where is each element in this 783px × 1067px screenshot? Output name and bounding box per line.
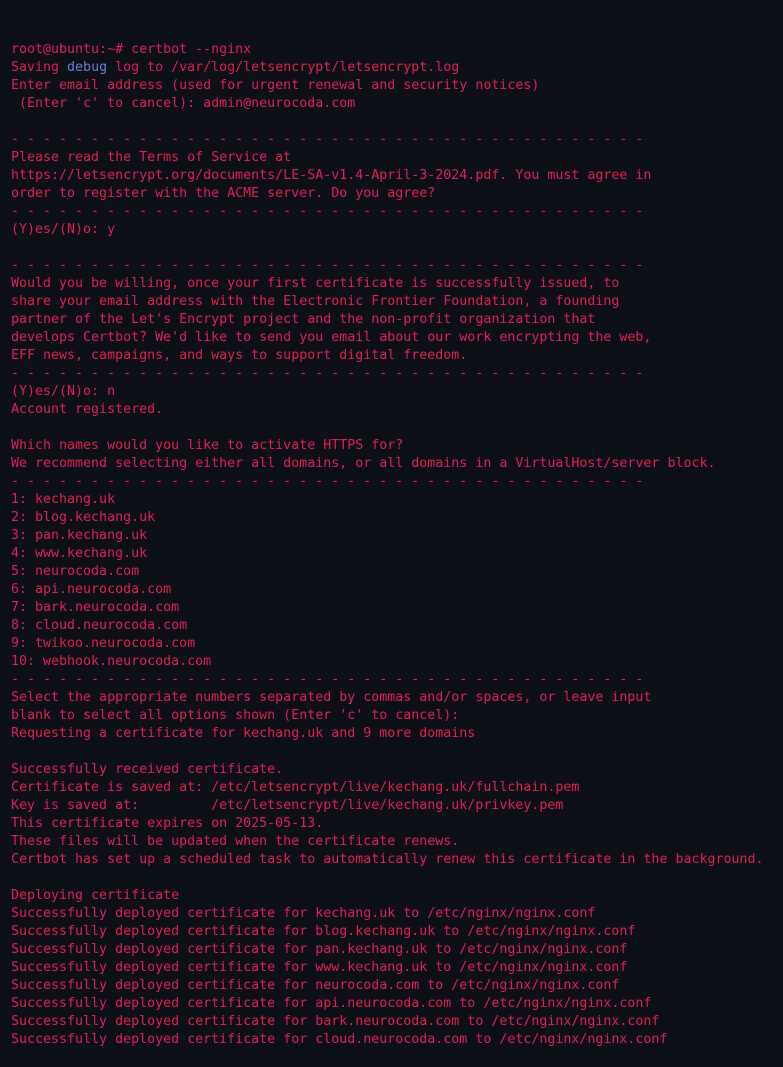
domain-option-line bbox=[11, 509, 783, 527]
blank-line bbox=[11, 239, 783, 257]
output-text: 8: cloud.neurocoda.com bbox=[11, 618, 188, 633]
output-text: Successfully deployed certificate for kechang.uk to /etc/nginx/nginx.conf bbox=[11, 906, 596, 921]
output-text: (Y)es/(N)o: y bbox=[11, 222, 116, 237]
output-text: This certificate expires on 2025-05-13. bbox=[11, 816, 324, 831]
terminal-line bbox=[11, 779, 783, 797]
blank-line bbox=[11, 419, 783, 437]
domain-option-line bbox=[11, 635, 783, 653]
output-text: Successfully deployed certificate for www.kechang.uk to /etc/nginx/nginx.conf bbox=[11, 960, 628, 975]
separator-text: - - - - - - - - - - - - - - - - - - - - - - - - - - - - - - - - - - - - - - - - bbox=[11, 366, 644, 381]
terminal-line bbox=[11, 185, 783, 203]
terminal-line bbox=[11, 167, 783, 185]
output-text: Which names would you like to activate HTTPS for? bbox=[11, 438, 404, 453]
output-text: 10: webhook.neurocoda.com bbox=[11, 654, 212, 669]
debug-highlight: debug bbox=[67, 60, 108, 75]
output-text: Successfully deployed certificate for pan.kechang.uk to /etc/nginx/nginx.conf bbox=[11, 942, 628, 957]
output-text: Successfully deployed certificate for cloud.neurocoda.com to /etc/nginx/nginx.conf bbox=[11, 1032, 668, 1047]
deploy-result-line bbox=[11, 1013, 783, 1031]
deploy-result-line bbox=[11, 905, 783, 923]
shell-prompt: root@ubuntu:~# bbox=[11, 42, 132, 57]
deploy-result-line bbox=[11, 977, 783, 995]
domain-option-line bbox=[11, 599, 783, 617]
output-text: These files will be updated when the certificate renews. bbox=[11, 834, 460, 849]
terminal-line bbox=[11, 689, 783, 707]
separator-line bbox=[11, 473, 783, 491]
output-text: 2: blog.kechang.uk bbox=[11, 510, 156, 525]
output-text: Select the appropriate numbers separated by commas and/or spaces, or leave input bbox=[11, 690, 652, 705]
output-text: 3: pan.kechang.uk bbox=[11, 528, 148, 543]
terminal-line bbox=[11, 761, 783, 779]
output-text: (Y)es/(N)o: n bbox=[11, 384, 116, 399]
email-entry-line bbox=[11, 95, 783, 113]
terminal-line bbox=[11, 887, 783, 905]
output-text: 1: kechang.uk bbox=[11, 492, 116, 507]
eff-answer-line bbox=[11, 383, 783, 401]
output-text: EFF news, campaigns, and ways to support digital freedom. bbox=[11, 348, 468, 363]
output-text: Successfully deployed certificate for blog.kechang.uk to /etc/nginx/nginx.conf bbox=[11, 924, 636, 939]
terminal-line bbox=[11, 401, 783, 419]
output-text: (Enter 'c' to cancel): admin@neurocoda.com bbox=[11, 96, 356, 111]
output-text: log to /var/log/letsencrypt/letsencrypt.log bbox=[107, 60, 460, 75]
terminal-line bbox=[11, 329, 783, 347]
output-text: 6: api.neurocoda.com bbox=[11, 582, 172, 597]
blank-line bbox=[11, 743, 783, 761]
output-text: 4: www.kechang.uk bbox=[11, 546, 148, 561]
shell-prompt-line bbox=[11, 41, 783, 59]
output-text: develops Certbot? We'd like to send you email about our work encrypting the web, bbox=[11, 330, 652, 345]
output-text: Successfully deployed certificate for api.neurocoda.com to /etc/nginx/nginx.conf bbox=[11, 996, 652, 1011]
terminal-line bbox=[11, 77, 783, 95]
terminal-output bbox=[11, 41, 783, 1049]
terminal-line bbox=[11, 347, 783, 365]
domain-option-line bbox=[11, 491, 783, 509]
output-text: partner of the Let's Encrypt project and the non-profit organization that bbox=[11, 312, 596, 327]
separator-line bbox=[11, 203, 783, 221]
terminal-line bbox=[11, 797, 783, 815]
output-text: Would you be willing, once your first certificate is successfully issued, to bbox=[11, 276, 620, 291]
deploy-result-line bbox=[11, 1031, 783, 1049]
blank-line bbox=[11, 113, 783, 131]
domain-option-line bbox=[11, 617, 783, 635]
terminal-line bbox=[11, 725, 783, 743]
output-text: Requesting a certificate for kechang.uk and 9 more domains bbox=[11, 726, 476, 741]
output-text: https://letsencrypt.org/documents/LE-SA-v1.4-April-3-2024.pdf. You must agree in bbox=[11, 168, 652, 183]
terminal-line bbox=[11, 833, 783, 851]
shell-command: certbot --nginx bbox=[131, 42, 252, 57]
output-text: 5: neurocoda.com bbox=[11, 564, 140, 579]
output-text: share your email address with the Electronic Frontier Foundation, a founding bbox=[11, 294, 620, 309]
domain-option-line bbox=[11, 653, 783, 671]
output-text: 9: twikoo.neurocoda.com bbox=[11, 636, 196, 651]
deploy-result-line bbox=[11, 923, 783, 941]
terminal-line bbox=[11, 815, 783, 833]
terminal-line bbox=[11, 275, 783, 293]
separator-line bbox=[11, 671, 783, 689]
terminal-line bbox=[11, 149, 783, 167]
separator-line bbox=[11, 257, 783, 275]
output-text: order to register with the ACME server. Do you agree? bbox=[11, 186, 436, 201]
output-text: We recommend selecting either all domains, or all domains in a VirtualHost/server block. bbox=[11, 456, 716, 471]
deploy-result-line bbox=[11, 959, 783, 977]
output-text: 7: bark.neurocoda.com bbox=[11, 600, 180, 615]
terminal-line bbox=[11, 311, 783, 329]
tos-answer-line bbox=[11, 221, 783, 239]
output-text: Key is saved at: /etc/letsencrypt/live/kechang.uk/privkey.pem bbox=[11, 798, 564, 813]
deploy-result-line bbox=[11, 941, 783, 959]
terminal-line bbox=[11, 437, 783, 455]
separator-line bbox=[11, 365, 783, 383]
output-text: Successfully deployed certificate for bark.neurocoda.com to /etc/nginx/nginx.conf bbox=[11, 1014, 660, 1029]
output-text: Successfully deployed certificate for neurocoda.com to /etc/nginx/nginx.conf bbox=[11, 978, 620, 993]
log-path-line bbox=[11, 59, 783, 77]
output-text: Certbot has set up a scheduled task to automatically renew this certificate in the background. bbox=[11, 852, 764, 867]
domain-option-line bbox=[11, 563, 783, 581]
terminal-line bbox=[11, 455, 783, 473]
separator-text: - - - - - - - - - - - - - - - - - - - - - - - - - - - - - - - - - - - - - - - - bbox=[11, 132, 644, 147]
terminal-line bbox=[11, 851, 783, 869]
output-text: Please read the Terms of Service at bbox=[11, 150, 292, 165]
output-text: Certificate is saved at: /etc/letsencrypt/live/kechang.uk/fullchain.pem bbox=[11, 780, 580, 795]
output-text: Successfully received certificate. bbox=[11, 762, 284, 777]
domain-option-line bbox=[11, 545, 783, 563]
output-text: Deploying certificate bbox=[11, 888, 180, 903]
domain-option-line bbox=[11, 581, 783, 599]
separator-text: - - - - - - - - - - - - - - - - - - - - - - - - - - - - - - - - - - - - - - - - bbox=[11, 474, 644, 489]
output-text: blank to select all options shown (Enter 'c' to cancel): bbox=[11, 708, 460, 723]
output-text: Enter email address (used for urgent renewal and security notices) bbox=[11, 78, 540, 93]
separator-text: - - - - - - - - - - - - - - - - - - - - - - - - - - - - - - - - - - - - - - - - bbox=[11, 672, 644, 687]
separator-text: - - - - - - - - - - - - - - - - - - - - - - - - - - - - - - - - - - - - - - - - bbox=[11, 204, 644, 219]
terminal-line bbox=[11, 293, 783, 311]
output-text: Saving bbox=[11, 60, 68, 75]
separator-text: - - - - - - - - - - - - - - - - - - - - - - - - - - - - - - - - - - - - - - - - bbox=[11, 258, 644, 273]
terminal-line bbox=[11, 707, 783, 725]
deploy-result-line bbox=[11, 995, 783, 1013]
output-text: Account registered. bbox=[11, 402, 164, 417]
domain-option-line bbox=[11, 527, 783, 545]
blank-line bbox=[11, 869, 783, 887]
separator-line bbox=[11, 131, 783, 149]
